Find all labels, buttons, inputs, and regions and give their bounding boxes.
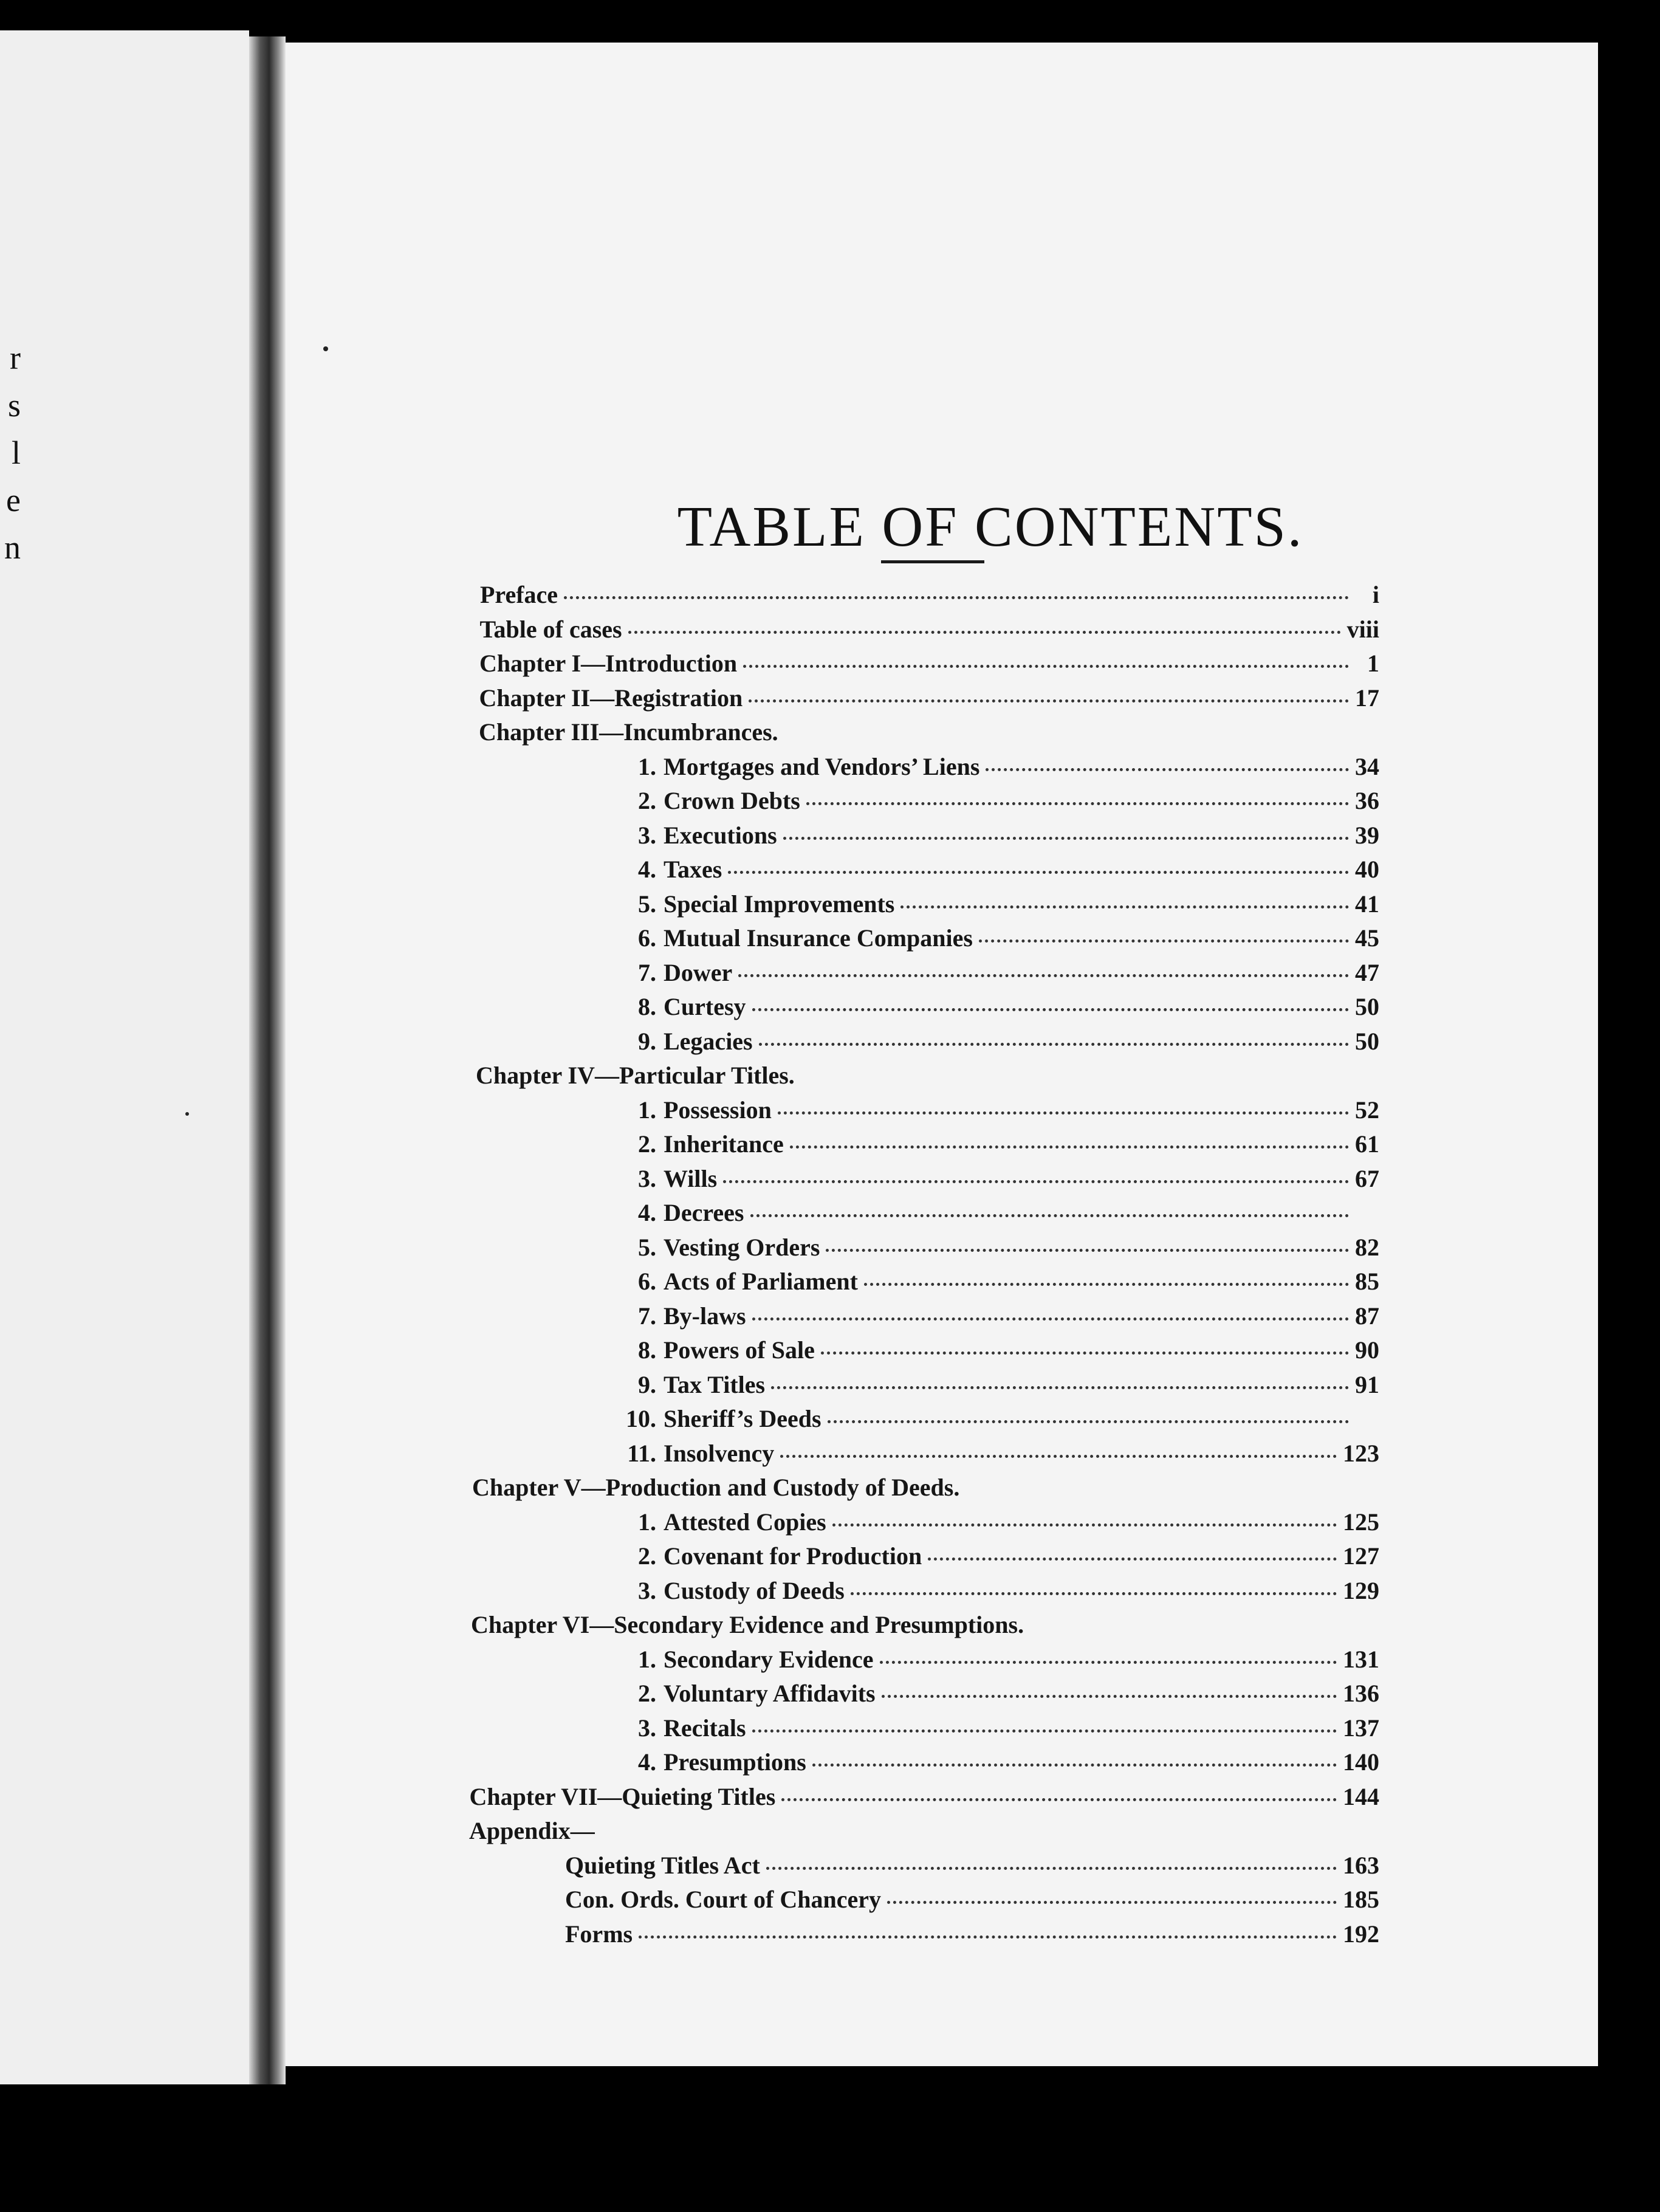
toc-entry (479, 684, 1380, 718)
left-fragment: n (4, 529, 21, 566)
dot-leader (900, 905, 1349, 908)
toc-entry (476, 1061, 1379, 1095)
toc-number: 11. (627, 1439, 656, 1467)
left-facing-page (0, 30, 249, 2084)
toc-label (620, 1164, 717, 1193)
toc-label (620, 1267, 858, 1296)
dot-leader (783, 837, 1349, 840)
toc-label-text: Custody of Deeds (664, 1576, 845, 1604)
toc-page-number: 131 (1343, 1645, 1379, 1673)
toc-page-number: 34 (1355, 752, 1379, 780)
dot-leader (821, 1352, 1349, 1355)
toc-label (620, 1679, 876, 1708)
toc-subentry (620, 1267, 1379, 1301)
toc-entry (565, 1920, 1379, 1954)
toc-page-number: 125 (1343, 1508, 1379, 1536)
toc-label (479, 684, 743, 712)
toc-label (620, 1336, 815, 1364)
toc-page-number: 39 (1355, 821, 1379, 849)
toc-label (469, 1816, 595, 1845)
dot-leader (790, 1146, 1349, 1149)
toc-number: 10. (626, 1405, 656, 1432)
toc-page-number: 17 (1355, 684, 1379, 712)
toc-label-text: Appendix— (469, 1817, 595, 1844)
toc-label (480, 580, 558, 609)
toc-label (620, 1370, 765, 1399)
dot-leader (749, 699, 1349, 702)
dot-leader (812, 1764, 1337, 1767)
toc-page-number: 45 (1355, 924, 1379, 952)
toc-subentry (620, 1233, 1379, 1267)
toc-label (480, 615, 622, 644)
toc-label (472, 1473, 959, 1502)
toc-label-text: Crown Debts (664, 787, 800, 814)
toc-label-text: Chapter V—Production and Custody of Deeds. (472, 1474, 960, 1501)
toc-number: 3. (638, 1576, 656, 1604)
toc-label (470, 1782, 776, 1811)
toc-number: 2. (638, 1680, 656, 1707)
dot-leader (743, 665, 1349, 668)
toc-subentry (620, 1164, 1379, 1198)
toc-page-number: 163 (1343, 1851, 1379, 1879)
toc-subentry (620, 752, 1379, 786)
toc-subentry (620, 1679, 1379, 1713)
dot-leader (778, 1111, 1349, 1115)
toc-label-text: Dower (664, 958, 733, 986)
toc-subentry (620, 958, 1379, 992)
toc-label (620, 992, 746, 1021)
toc-label (620, 1714, 746, 1742)
toc-entry (472, 1473, 1379, 1507)
toc-label-text: Chapter VII—Quieting Titles (469, 1782, 776, 1810)
toc-number: 6. (638, 1268, 656, 1295)
toc-label (620, 1508, 826, 1536)
toc-label-text: Vesting Orders (664, 1233, 820, 1261)
toc-label (476, 1061, 795, 1090)
dot-leader (738, 974, 1349, 977)
toc-label-text: Powers of Sale (664, 1336, 815, 1364)
toc-subentry (620, 1130, 1379, 1164)
dot-leader (806, 802, 1349, 805)
book-gutter (249, 36, 286, 2084)
toc-page-number: 40 (1355, 856, 1379, 883)
dot-leader (564, 596, 1349, 599)
toc-label (620, 752, 979, 781)
toc-subentry (620, 1439, 1379, 1473)
dot-leader (628, 631, 1341, 634)
toc-label (620, 1130, 784, 1158)
toc-entry (479, 718, 1379, 752)
toc-label (620, 1748, 806, 1776)
toc-page-number: 144 (1343, 1782, 1379, 1810)
toc-page-number: 82 (1355, 1233, 1379, 1261)
toc-label-text: Special Improvements (664, 890, 895, 918)
toc-number: 4. (638, 856, 656, 883)
page-title: TABLE OF CONTENTS. (677, 495, 1304, 558)
dot-leader (979, 939, 1349, 943)
toc-subentry (620, 1404, 1379, 1438)
speck-mark (323, 346, 328, 351)
dot-leader (771, 1386, 1349, 1389)
toc-label (620, 1439, 774, 1468)
toc-label (620, 1198, 744, 1227)
toc-page-number: 61 (1355, 1130, 1379, 1158)
toc-label (620, 1302, 746, 1330)
toc-page-number: i (1372, 581, 1379, 608)
toc-label (565, 1920, 633, 1948)
toc-label-text: By-laws (664, 1302, 746, 1330)
toc-number: 1. (638, 1645, 656, 1673)
dot-leader (826, 1249, 1349, 1252)
dot-leader (828, 1420, 1349, 1423)
toc-label-text: Attested Copies (664, 1508, 826, 1536)
toc-label (620, 786, 800, 815)
dot-leader (759, 1043, 1349, 1046)
dot-leader (928, 1558, 1337, 1561)
toc-entry (469, 1816, 1379, 1850)
toc-label-text: Sheriff’s Deeds (664, 1405, 821, 1432)
toc-subentry (620, 1302, 1379, 1336)
toc-label-text: Possession (664, 1096, 772, 1124)
toc-entry (471, 1610, 1379, 1644)
toc-subentry (620, 1748, 1379, 1782)
toc-label (620, 1645, 874, 1674)
toc-label-text: Con. Ords. Court of Chancery (565, 1886, 881, 1913)
left-fragment: l (11, 434, 21, 471)
toc-page-number: 36 (1355, 787, 1379, 814)
toc-label (620, 1542, 922, 1570)
toc-subentry (620, 1336, 1379, 1370)
toc-page-number: 123 (1343, 1439, 1379, 1467)
toc-page-number: 90 (1355, 1336, 1379, 1364)
toc-page-number: 140 (1343, 1748, 1379, 1776)
speck-mark (185, 1112, 189, 1116)
toc-page-number: 85 (1355, 1268, 1379, 1295)
toc-page-number: 1 (1367, 650, 1379, 677)
toc-label (620, 1233, 820, 1262)
toc-label-text: Mortgages and Vendors’ Liens (664, 752, 980, 780)
toc-label-text: Preface (480, 581, 558, 608)
dot-leader (882, 1695, 1337, 1698)
dot-leader (781, 1798, 1337, 1801)
toc-number: 4. (638, 1748, 656, 1776)
toc-label (620, 1027, 753, 1056)
toc-number: 9. (638, 1370, 656, 1398)
dot-leader (752, 1008, 1349, 1011)
toc-number: 4. (638, 1199, 656, 1226)
toc-number: 2. (638, 787, 656, 814)
toc-number: 3. (638, 1714, 656, 1742)
toc-page-number: 185 (1343, 1886, 1379, 1913)
dot-leader (723, 1180, 1349, 1183)
toc-subentry (620, 1542, 1379, 1576)
toc-label (620, 821, 777, 850)
toc-label-text: Executions (664, 821, 777, 849)
toc-subentry (620, 924, 1379, 958)
toc-subentry (620, 1576, 1379, 1610)
toc-label-text: Voluntary Affidavits (664, 1680, 876, 1707)
toc-label-text: Secondary Evidence (664, 1645, 874, 1673)
dot-leader (832, 1523, 1337, 1527)
toc-entry (470, 1782, 1380, 1816)
toc-page-number: 52 (1355, 1096, 1379, 1124)
toc-label-text: Table of cases (479, 615, 622, 643)
toc-number: 2. (638, 1542, 656, 1570)
dot-leader (887, 1901, 1337, 1904)
toc-label (479, 649, 737, 678)
toc-number: 2. (638, 1130, 656, 1158)
dot-leader (752, 1317, 1349, 1321)
dot-leader (750, 1214, 1350, 1217)
toc-number: 8. (638, 1336, 656, 1364)
toc-number: 9. (638, 1027, 656, 1055)
toc-entry (565, 1851, 1379, 1885)
toc-label-text: Quieting Titles Act (565, 1851, 760, 1879)
toc-entry (565, 1885, 1379, 1919)
toc-label (620, 958, 732, 987)
toc-label-text: Acts of Parliament (664, 1268, 858, 1295)
toc-label (620, 1096, 772, 1124)
toc-number: 5. (638, 1233, 656, 1261)
toc-label (471, 1610, 1024, 1639)
dot-leader (851, 1592, 1337, 1595)
toc-page-number: 41 (1355, 890, 1379, 918)
toc-number: 1. (638, 752, 656, 780)
toc-number: 5. (638, 890, 656, 918)
toc-page-number: 192 (1343, 1920, 1379, 1948)
toc-label (620, 924, 973, 952)
toc-subentry (620, 855, 1379, 889)
toc-page-number: viii (1346, 615, 1379, 643)
dot-leader (639, 1935, 1337, 1939)
toc-number: 1. (638, 1096, 656, 1124)
toc-page-number: 127 (1343, 1542, 1379, 1570)
toc-entry (480, 580, 1379, 614)
toc-number: 3. (638, 1164, 656, 1192)
toc-label (565, 1885, 881, 1914)
toc-label-text: Taxes (664, 856, 722, 883)
toc-label-text: Chapter VI—Secondary Evidence and Presumptions. (471, 1611, 1024, 1638)
toc-page-number: 50 (1355, 1027, 1379, 1055)
left-fragment: e (6, 482, 21, 518)
dot-leader (986, 768, 1349, 771)
toc-number: 8. (638, 993, 656, 1020)
toc-label-text: Chapter III—Incumbrances. (479, 718, 778, 746)
toc-label (620, 855, 722, 884)
toc-label (620, 1404, 821, 1433)
toc-subentry (620, 1645, 1379, 1679)
toc-page-number: 137 (1343, 1714, 1379, 1742)
toc-number: 7. (638, 958, 656, 986)
toc-label-text: Insolvency (664, 1439, 775, 1467)
dot-leader (728, 871, 1349, 874)
toc-page-number: 87 (1355, 1302, 1379, 1330)
toc-label-text: Recitals (664, 1714, 746, 1742)
toc-number: 7. (638, 1302, 656, 1330)
toc-label-text: Wills (664, 1164, 718, 1192)
left-fragment: r (10, 340, 21, 376)
toc-label-text: Mutual Insurance Companies (664, 924, 973, 952)
toc-label (565, 1851, 760, 1880)
toc-subentry (620, 890, 1379, 924)
toc-label-text: Inheritance (664, 1130, 784, 1158)
toc-page-number: 50 (1355, 993, 1379, 1020)
left-page-text-fragments (0, 334, 24, 571)
left-fragment: s (7, 387, 21, 424)
toc-number: 3. (638, 821, 656, 849)
toc-subentry (620, 1198, 1379, 1232)
toc-subentry (620, 992, 1379, 1026)
toc-page-number: 129 (1343, 1576, 1379, 1604)
dot-leader (864, 1283, 1349, 1286)
toc-page-number: 91 (1355, 1370, 1379, 1398)
toc-label-text: Presumptions (664, 1748, 806, 1776)
toc-page-number: 67 (1355, 1164, 1379, 1192)
toc-label-text: Chapter IV—Particular Titles. (476, 1062, 795, 1089)
toc-label-text: Forms (565, 1920, 633, 1948)
toc-number: 1. (638, 1508, 656, 1536)
title-rule (881, 560, 984, 563)
toc-label-text: Chapter II—Registration (479, 684, 743, 712)
toc-subentry (620, 1508, 1379, 1542)
toc-subentry (620, 1027, 1379, 1061)
toc-entry (479, 649, 1379, 683)
toc-subentry (620, 1714, 1379, 1748)
toc-label-text: Decrees (664, 1199, 744, 1226)
toc-label-text: Covenant for Production (664, 1542, 922, 1570)
toc-page-number: 136 (1343, 1680, 1379, 1707)
toc-subentry (620, 786, 1379, 820)
toc-page-number: 47 (1355, 958, 1379, 986)
toc-label-text: Legacies (664, 1027, 753, 1055)
dot-leader (766, 1867, 1337, 1870)
toc-label (620, 1576, 845, 1605)
toc-label (479, 718, 778, 746)
dot-leader (752, 1729, 1337, 1733)
dot-leader (780, 1455, 1337, 1458)
toc-subentry (620, 1096, 1379, 1130)
toc-label (620, 890, 894, 918)
contents-page (286, 43, 1598, 2066)
toc-entry (480, 615, 1380, 649)
toc-subentry (620, 821, 1379, 855)
toc-number: 6. (638, 924, 656, 952)
toc-label-text: Curtesy (664, 993, 746, 1020)
toc-subentry (620, 1370, 1379, 1404)
dot-leader (880, 1661, 1337, 1664)
toc-label-text: Chapter I—Introduction (479, 650, 738, 677)
toc-label-text: Tax Titles (664, 1370, 766, 1398)
